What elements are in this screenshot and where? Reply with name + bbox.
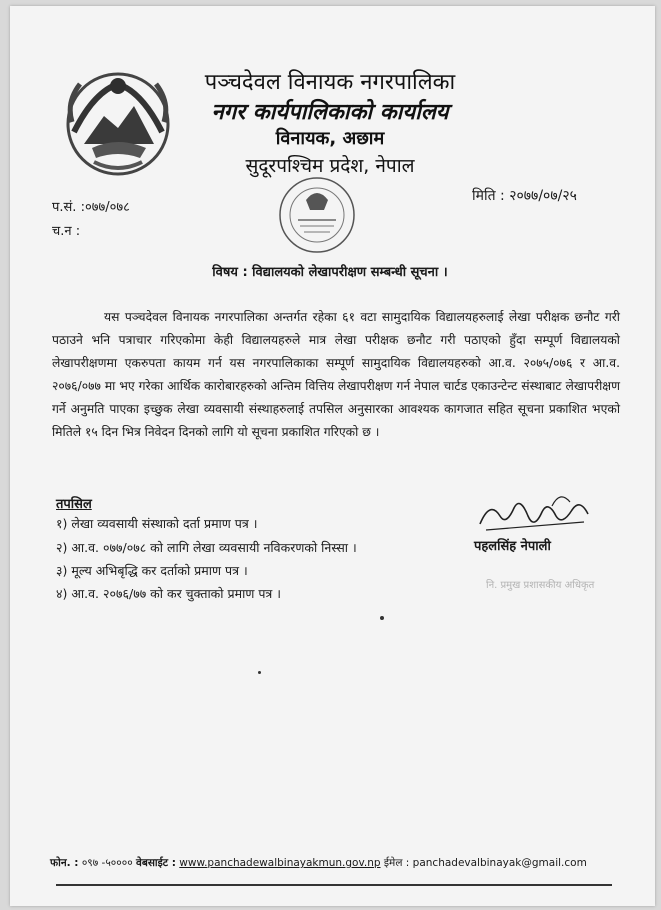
signatory-name: पहलसिंह नेपाली (474, 539, 551, 554)
annex-item: २) आ.व. ०७७/०७८ को लागि लेखा व्यवसायी नविकरणको निस्सा । (56, 540, 357, 555)
dispatch-number: च.न : (52, 224, 81, 239)
annex-item: ३) मूल्य अभिबृद्धि कर दर्ताको प्रमाण पत्र । (56, 563, 248, 578)
province-name: सुदूरपश्चिम प्रदेश, नेपाल (245, 155, 415, 177)
signature-icon (476, 486, 596, 538)
speck (380, 616, 384, 620)
notice-body: यस पञ्चदेवल विनायक नगरपालिका अन्तर्गत रहेका ६१ वटा सामुदायिक विद्यालयहरुलाई लेखा परीक्षक छनौट गरी पठाउने भनि पत्राचार गरिएकोमा केही विद्यालयहरुले मात्र लेखा परीक्षक छनौट गरी पठाएको हुँदा सम्पूर्ण विद्यालयको लेखापरीक्षणमा एकरुपता कायम गर्न यस नगरपालिकाका सम्पूर्ण सामुदायिक विद्यालयहरुको आ.व. २०७५/०७६ र आ.व. २०७६/०७७ मा भए गरेका आर्थिक कारोबारहरुको अन्तिम वित्तिय लेखापरीक्षण गर्न नेपाल चार्टड एकाउन्टेन्ट संस्थाबाट लेखापरीक्षण गर्ने अनुमति पाएका इच्छुक लेखा व्यवसायी संस्थाहरुलाई तपसिल अनुसारका आवश्यक कागजात सहित सूचना प्रकाशित भएको मितिले १५ दिन भित्र निवेदन दिनको लागि यो सूचना प्रकाशित गरिएको छ । (52, 310, 620, 439)
annex-item: ४) आ.व. २०७६/७७ को कर चुक्ताको प्रमाण पत्र । (56, 586, 282, 601)
letter-page (10, 6, 655, 906)
signatory-title: नि. प्रमुख प्रशासकीय अधिकृत (486, 580, 595, 591)
phone-label: फोन. : (50, 857, 79, 869)
email-label: ईमेल : (383, 857, 410, 869)
letter-date: मिति : २०७७/०७/२५ (472, 188, 577, 204)
office-location: विनायक, अछाम (275, 128, 385, 149)
office-stamp-icon (276, 174, 358, 256)
website-link[interactable]: www.panchadewalbinayakmun.gov.np (179, 857, 381, 869)
speck (258, 671, 261, 674)
website-label: वेबसाईट : (136, 857, 176, 869)
email-address[interactable]: panchadevalbinayak@gmail.com (412, 857, 587, 869)
municipality-name: पञ्चदेवल विनायक नगरपालिका (204, 70, 456, 95)
office-name: नगर कार्यपालिकाको कार्यालय (211, 100, 449, 125)
annex-item: १) लेखा व्यवसायी संस्थाको दर्ता प्रमाण पत्र । (56, 516, 258, 531)
reference-number: प.सं. :०७७/०७८ (52, 200, 130, 215)
footer-contact (50, 856, 630, 870)
footer-divider (56, 884, 612, 886)
notice-subject: विषय : विद्यालयको लेखापरीक्षण सम्बन्धी सूचना । (212, 265, 448, 280)
phone-number: ०९७ -५०००० (81, 857, 136, 869)
annex-title: तपसिल (56, 497, 92, 512)
